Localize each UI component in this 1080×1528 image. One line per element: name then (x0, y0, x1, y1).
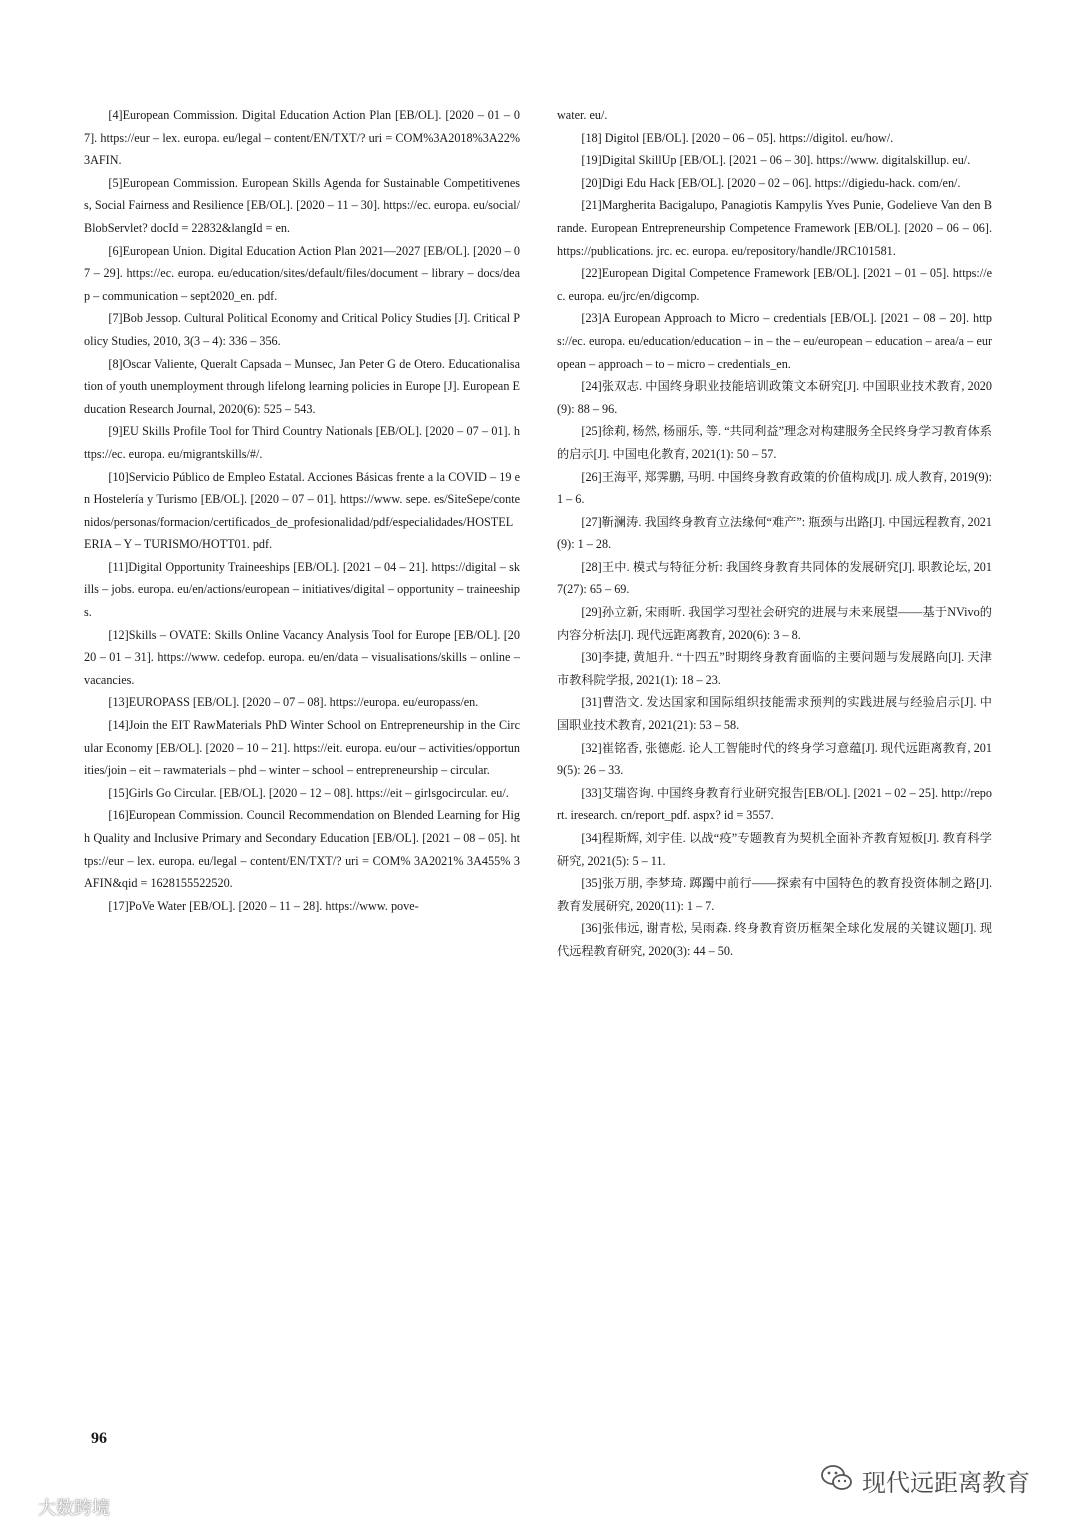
weibo-logo-icon (8, 1495, 34, 1520)
reference-entry: [19]Digital SkillUp [EB/OL]. [2021 – 06 – 30]. https://www. digitalskillup. eu/. (581, 153, 971, 168)
reference-entry: [14]Join the EIT RawMaterials PhD Winter School on Entrepreneurship in the Circular Economy [EB/OL]. [2020 – 10 – 21]. https://eit. europa. eu/our – activities/opportunities/join – eit – rawmaterials – phd – winter – school – entrepreneurship – circular. (84, 718, 520, 778)
reference-entry: [35]张万朋, 李梦琦. 踯躅中前行——探索有中国特色的教育投资体制之路[J]. 教育发展研究, 2020(11): 1 – 7. (557, 876, 992, 913)
watermark-left-text: 大数跨境 (38, 1498, 110, 1519)
watermark-right-text: 现代远距离教育 (862, 1469, 1030, 1497)
reference-entry: [4]European Commission. Digital Education Action Plan [EB/OL]. [2020 – 01 – 07]. https://eur – lex. europa. eu/legal – content/EN/TXT/? uri = COM%3A2018%3A22%3AFIN. (84, 108, 520, 168)
reference-entry: [34]程斯辉, 刘宇佳. 以战“疫”专题教育为契机全面补齐教育短板[J]. 教育科学研究, 2021(5): 5 – 11. (557, 831, 992, 868)
reference-entry: [7]Bob Jessop. Cultural Political Economy and Critical Policy Studies [J]. Critical Policy Studies, 2010, 3(3 – 4): 336 – 356. (84, 311, 520, 348)
watermark-left (8, 1494, 110, 1520)
reference-entry: [30]李捷, 黄旭升. “十四五”时期终身教育面临的主要问题与发展路向[J]. 天津市教科院学报, 2021(1): 18 – 23. (557, 650, 992, 687)
reference-entry: [28]王中. 模式与特征分析: 我国终身教育共同体的发展研究[J]. 职教论坛, 2017(27): 65 – 69. (557, 559, 992, 597)
reference-entry: [5]European Commission. European Skills Agenda for Sustainable Competitiveness, Social Fairness and Resilience [EB/OL]. [2020 – 11 – 30]. https://ec. europa. eu/social/BlobServlet? docId = 22832&langId = en. (84, 175, 520, 235)
reference-entry: [18] Digitol [EB/OL]. [2020 – 06 – 05]. https://digitol. eu/how/. (581, 130, 894, 145)
reference-entry: [17]PoVe Water [EB/OL]. [2020 – 11 – 28]. https://www. pove- (108, 898, 419, 913)
reference-entry: [25]徐莉, 杨然, 杨丽乐, 等. “共同利益”理念对构建服务全民终身学习教育体系的启示[J]. 中国电化教育, 2021(1): 50 – 57. (557, 424, 992, 461)
reference-entry: [21]Margherita Bacigalupo, Panagiotis Kampylis Yves Punie, Godelieve Van den Brande. European Entrepreneurship Competence Framework [EB/OL]. [2020 – 06 – 06]. https://publications. jrc. ec. europa. eu/repository/handle/JRC101581. (557, 198, 992, 258)
reference-continuation: water. eu/. (557, 108, 608, 122)
reference-entry: [6]European Union. Digital Education Action Plan 2021—2027 [EB/OL]. [2020 – 07 – 29]. https://ec. europa. eu/education/sites/default/files/document – library – docs/deap – communication – sept2020_en. pdf. (84, 243, 520, 303)
reference-entry: [36]张伟远, 谢青松, 吴雨森. 终身教育资历框架全球化发展的关键议题[J]. 现代远程教育研究, 2020(3): 44 – 50. (557, 921, 992, 958)
reference-entry: [22]European Digital Competence Framework [EB/OL]. [2021 – 01 – 05]. https://ec. europa. eu/jrc/en/digcomp. (557, 266, 992, 303)
reference-entry: [8]Oscar Valiente, Queralt Capsada – Munsec, Jan Peter G de Otero. Educationalisation of youth unemployment through lifelong learning policies in Europe [J]. European Education Research Journal, 2020(6): 525 – 543. (84, 356, 520, 416)
references-right-column (557, 104, 992, 963)
reference-entry: [32]崔铭香, 张德彪. 论人工智能时代的终身学习意蕴[J]. 现代远距离教育, 2019(5): 26 – 33. (557, 740, 992, 778)
page-number: 96 (91, 1430, 107, 1447)
reference-entry: [10]Servicio Público de Empleo Estatal. Acciones Básicas frente a la COVID – 19 en Hostelería y Turismo [EB/OL]. [2020 – 07 – 01]. https://www. sepe. es/SiteSepe/contenidos/personas/formacion/certificados_de_profesionalidad/pdf/especialidades/HOSTELERIA – Y – TURISMO/HOTT01. pdf. (84, 469, 520, 552)
reference-entry: [13]EUROPASS [EB/OL]. [2020 – 07 – 08]. https://europa. eu/europass/en. (108, 695, 479, 710)
reference-entry: [33]艾瑞咨询. 中国终身教育行业研究报告[EB/OL]. [2021 – 02 – 25]. http://report. iresearch. cn/report_pdf. aspx? id = 3557. (557, 785, 992, 823)
wechat-logo-icon (820, 1464, 854, 1498)
reference-entry: [16]European Commission. Council Recommendation on Blended Learning for High Quality and Inclusive Primary and Secondary Education [EB/OL]. [2021 – 08 – 05]. https://eur – lex. europa. eu/legal – content/EN/TXT/? uri = COM% 3A2021% 3A455% 3AFIN&qid = 1628155522520. (84, 808, 520, 891)
reference-entry: [15]Girls Go Circular. [EB/OL]. [2020 – 12 – 08]. https://eit – girlsgocircular. eu/. (108, 785, 509, 800)
reference-entry: [31]曹浩文. 发达国家和国际组织技能需求预判的实践进展与经验启示[J]. 中国职业技术教育, 2021(21): 53 – 58. (557, 695, 992, 733)
reference-entry: [29]孙立新, 宋雨昕. 我国学习型社会研究的进展与未来展望——基于NVivo的内容分析法[J]. 现代远距离教育, 2020(6): 3 – 8. (557, 605, 992, 642)
reference-entry: [11]Digital Opportunity Traineeships [EB/OL]. [2021 – 04 – 21]. https://digital – skills – jobs. europa. eu/en/actions/european – initiatives/digital – opportunity – traineeships. (84, 559, 520, 620)
reference-entry: [26]王海平, 郑霁鹏, 马明. 中国终身教育政策的价值构成[J]. 成人教育, 2019(9): 1 – 6. (557, 469, 992, 507)
reference-entry: [23]A European Approach to Micro – credentials [EB/OL]. [2021 – 08 – 20]. https://ec. europa. eu/education/education – in – the – eu/european – education – area/a – european – approach – to – micro – credentials_en. (557, 311, 992, 371)
references-left-column (84, 104, 520, 917)
reference-entry: [12]Skills – OVATE: Skills Online Vacancy Analysis Tool for Europe [EB/OL]. [2020 – 01 – 31]. https://www. cedefop. europa. eu/en/data – visualisations/skills – online – vacancies. (84, 627, 520, 687)
reference-entry: [20]Digi Edu Hack [EB/OL]. [2020 – 02 – 06]. https://digiedu-hack. com/en/. (581, 175, 961, 190)
reference-entry: [9]EU Skills Profile Tool for Third Country Nationals [EB/OL]. [2020 – 07 – 01]. https://ec. europa. eu/migrantskills/#/. (84, 424, 520, 461)
reference-entry: [24]张双志. 中国终身职业技能培训政策文本研究[J]. 中国职业技术教育, 2020(9): 88 – 96. (557, 379, 992, 416)
watermark-right (820, 1463, 1030, 1498)
reference-entry: [27]靳澜涛. 我国终身教育立法缘何“难产”: 瓶颈与出路[J]. 中国远程教育, 2021(9): 1 – 28. (557, 514, 992, 552)
